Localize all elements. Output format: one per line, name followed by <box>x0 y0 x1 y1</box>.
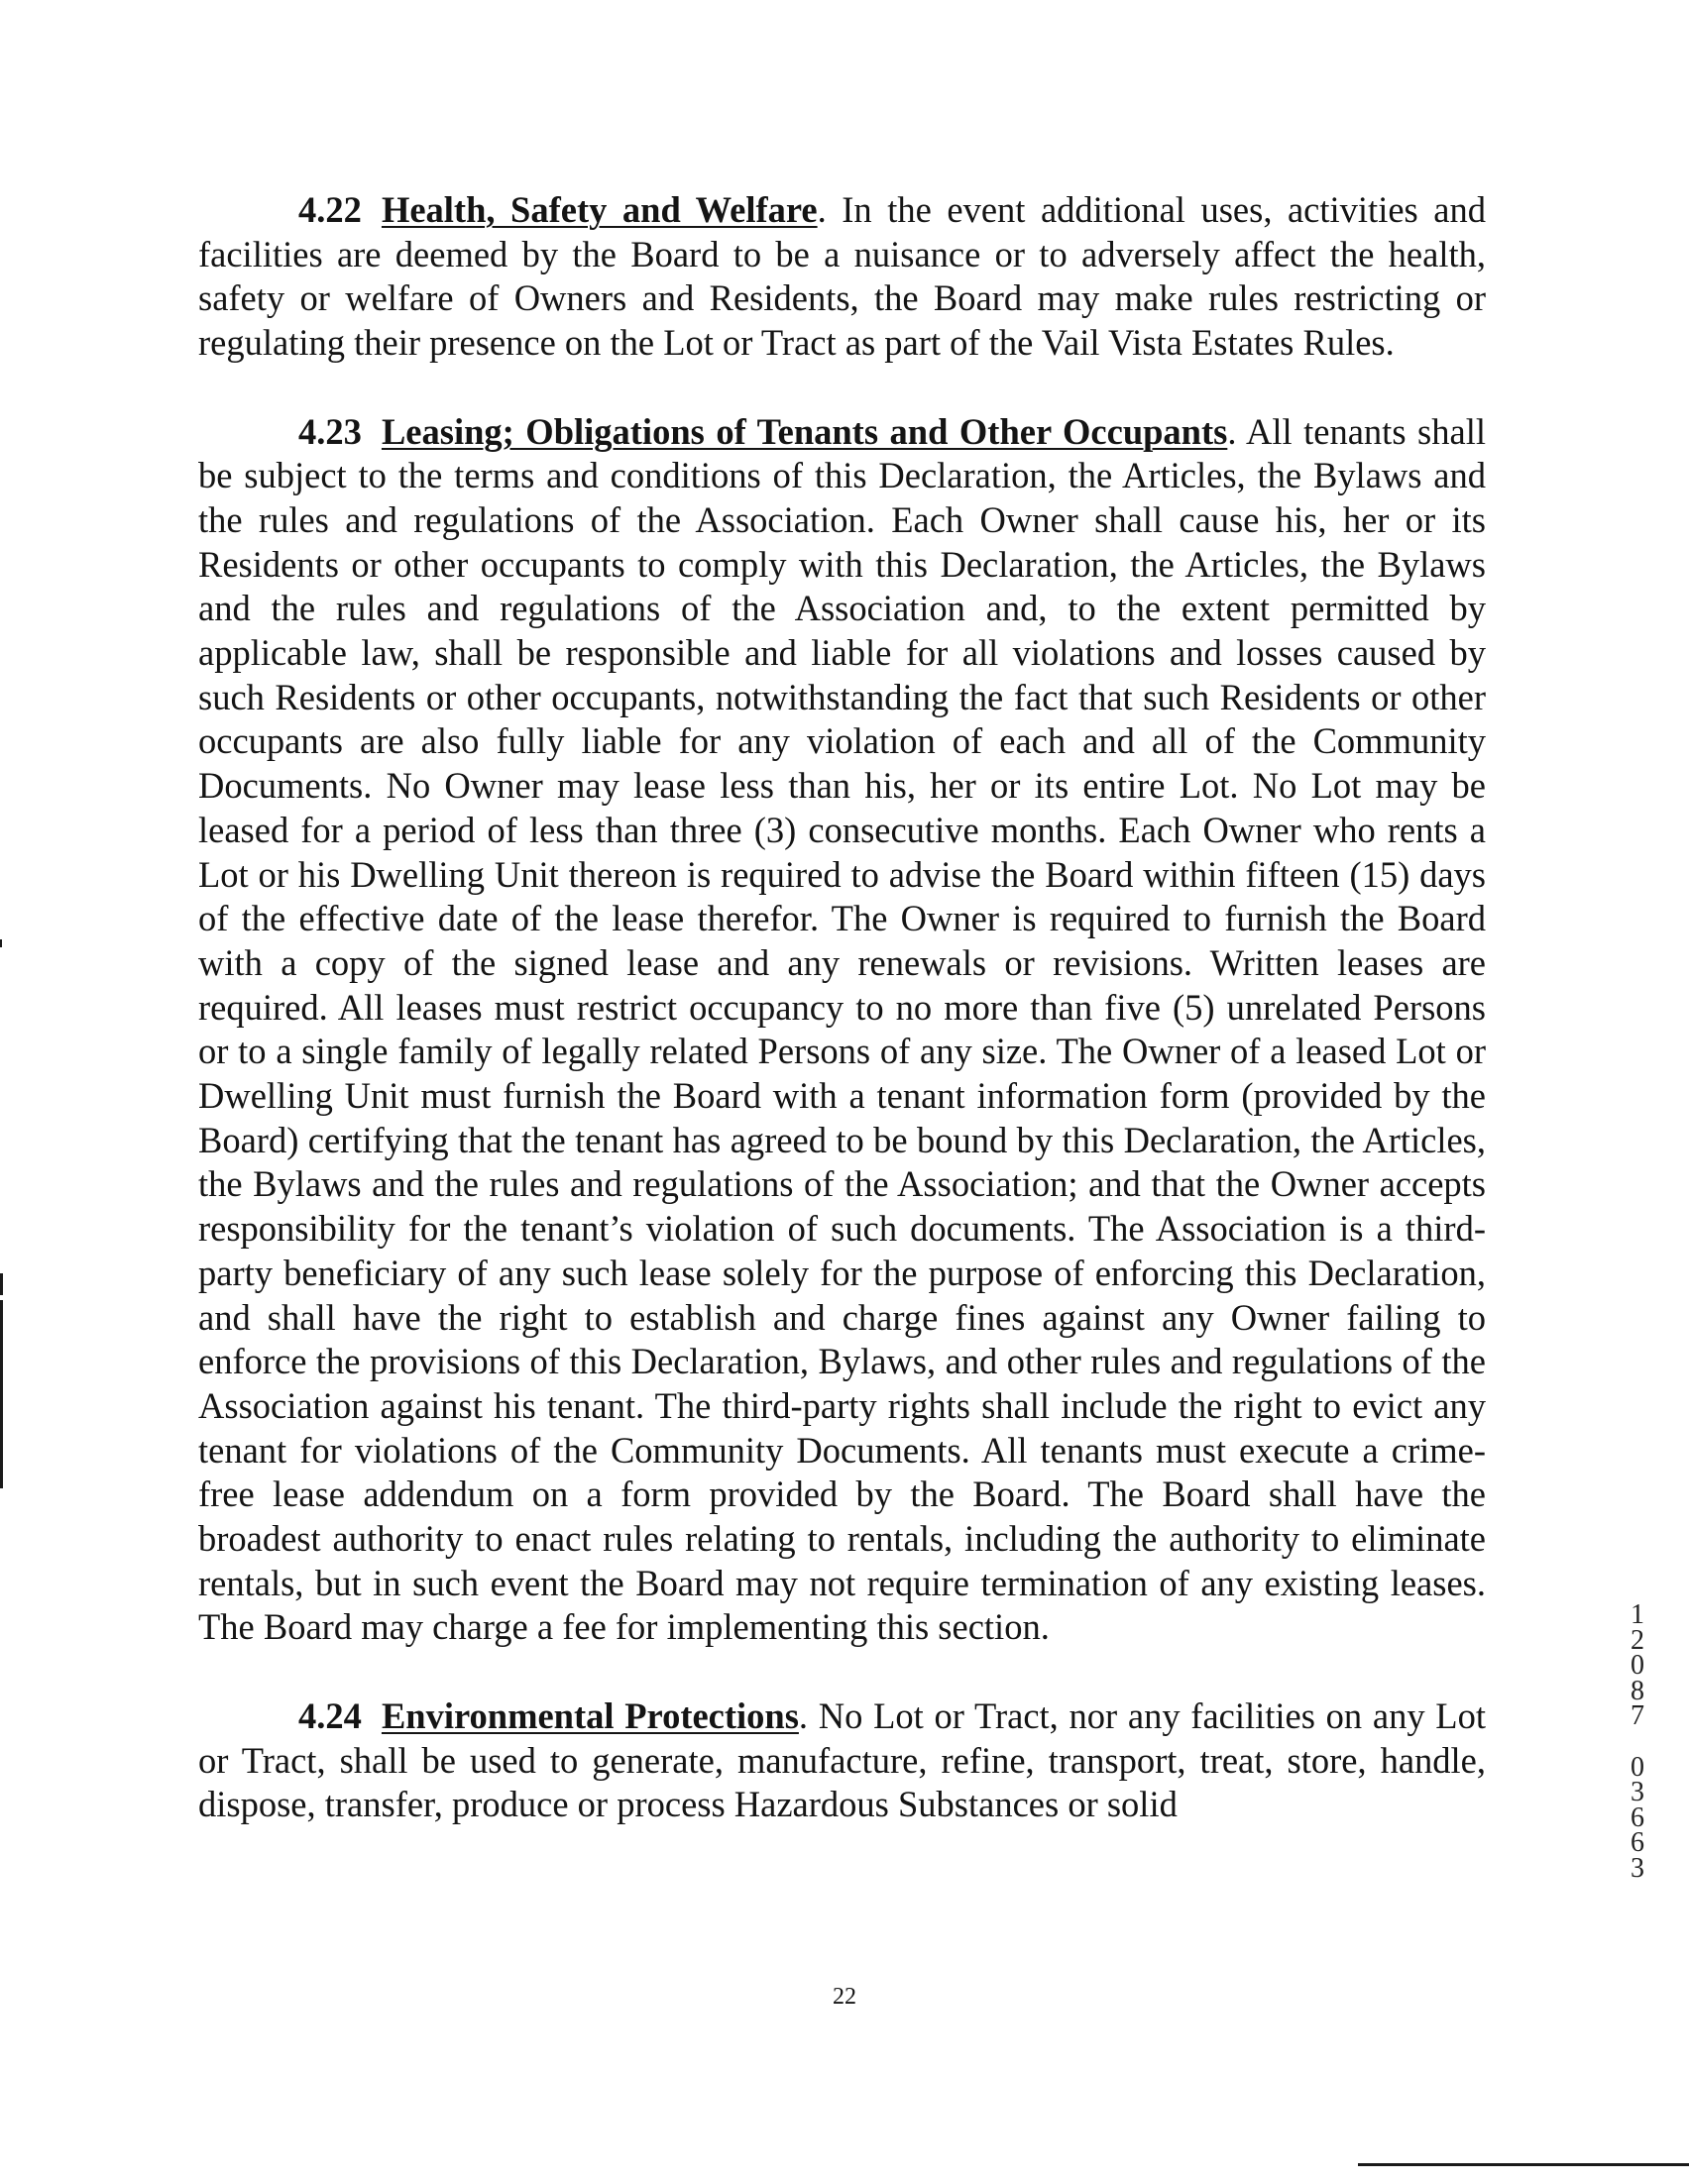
stamp-digit: 3 <box>1631 1777 1644 1807</box>
scan-edge-mark <box>0 1273 3 1295</box>
section-4-22 <box>198 188 1486 366</box>
page-number: 22 <box>833 1984 856 2010</box>
stamp-digit: 8 <box>1631 1675 1644 1706</box>
section-body: In the event additional uses, activities and facilities are deemed by the Board to be a nuisance or to adversely affect the health, safety or welfare of Owners and Residents, the Board may make rules restricting or regulating their presence on the Lot or Tract as part of the Vail Vista Estates Rules. <box>198 189 1486 364</box>
scan-edge-mark <box>0 939 2 947</box>
section-4-24 <box>198 1694 1486 1827</box>
stamp-digit: 1 <box>1631 1599 1644 1630</box>
section-number: 4.24 <box>298 1694 362 1736</box>
heading-period: . <box>817 189 843 230</box>
stamp-digit: 0 <box>1631 1751 1644 1783</box>
section-heading: Health, Safety and Welfare <box>381 189 818 230</box>
section-number: 4.22 <box>298 189 362 230</box>
stamp-digit: 0 <box>1631 1650 1644 1681</box>
section-body: No Lot or Tract, nor any facilities on any Lot or Tract, shall be used to generate, manufacture, refine, transport, treat, store, handle, dispose, transfer, produce or process Hazardous Substances or solid <box>198 1694 1486 1825</box>
section-heading: Environmental Protections <box>381 1694 799 1736</box>
scan-edge-mark <box>0 1300 3 1488</box>
stamp-digit: 7 <box>1631 1700 1644 1731</box>
heading-period: . <box>798 1694 819 1736</box>
section-number: 4.23 <box>298 410 362 452</box>
stamp-digit: 6 <box>1631 1802 1644 1833</box>
page-body <box>198 188 1486 1827</box>
section-body: All tenants shall be subject to the terms and conditions of this Declaration, the Articles, the Bylaws and the rules and regulations of the Association. Each Owner shall cause his, her or its Residents or other occupants to comply with this Declaration, the Articles, the Bylaws and the rules and regulations of the Association and, to the extent permitted by applicable law, shall be responsible and liable for all violations and losses caused by such Residents or other occupants, notwithstanding the fact that such Residents or other occupants are also fully liable for any violation of each and all of the Community Documents. No Owner may lease less than his, her or its entire Lot. No Lot may be leased for a period of less than three (3) consecutive months. Each Owner who rents a Lot or his Dwelling Unit thereon is required to advise the Board within fifteen (15) days of the effective date of the lease therefor. The Owner is required to furnish the Board with a copy of the signed lease and any renewals or revisions. Written leases are required. All leases must restrict occupancy to no more than five (5) unrelated Persons or to a single family of legally related Persons of any size. The Owner of a leased Lot or Dwelling Unit must furnish the Board with a tenant information form (provided by the Board) certifying that the tenant has agreed to be bound by this Declaration, the Articles, the Bylaws and the rules and regulations of the Association; and that the Owner accepts responsibility for the tenant’s violation of such documents. The Association is a third-party beneficiary of any such lease solely for the purpose of enforcing this Declaration, and shall have the right to establish and charge fines against any Owner failing to enforce the provisions of this Declaration, Bylaws, and other rules and regulations of the Association against his tenant. The third-party rights shall include the right to evict any tenant for violations of the Community Documents. All tenants must execute a crime-free lease addendum on a form provided by the Board. The Board shall have the broadest authority to enact rules relating to rentals, including the authority to eliminate rentals, but in such event the Board may not require termination of any existing leases. The Board may charge a fee for implementing this section. <box>198 410 1486 1648</box>
recording-stamp <box>1623 1599 1652 1884</box>
section-4-23 <box>198 410 1486 1651</box>
stamp-gap <box>1623 1729 1652 1755</box>
stamp-digit: 2 <box>1631 1624 1644 1656</box>
stamp-digit: 3 <box>1631 1852 1644 1884</box>
heading-period: . <box>1227 410 1246 452</box>
stamp-digit: 6 <box>1631 1827 1644 1858</box>
section-heading: Leasing; Obligations of Tenants and Other Occupants <box>381 410 1228 452</box>
scan-bottom-rule <box>1358 2163 1689 2166</box>
